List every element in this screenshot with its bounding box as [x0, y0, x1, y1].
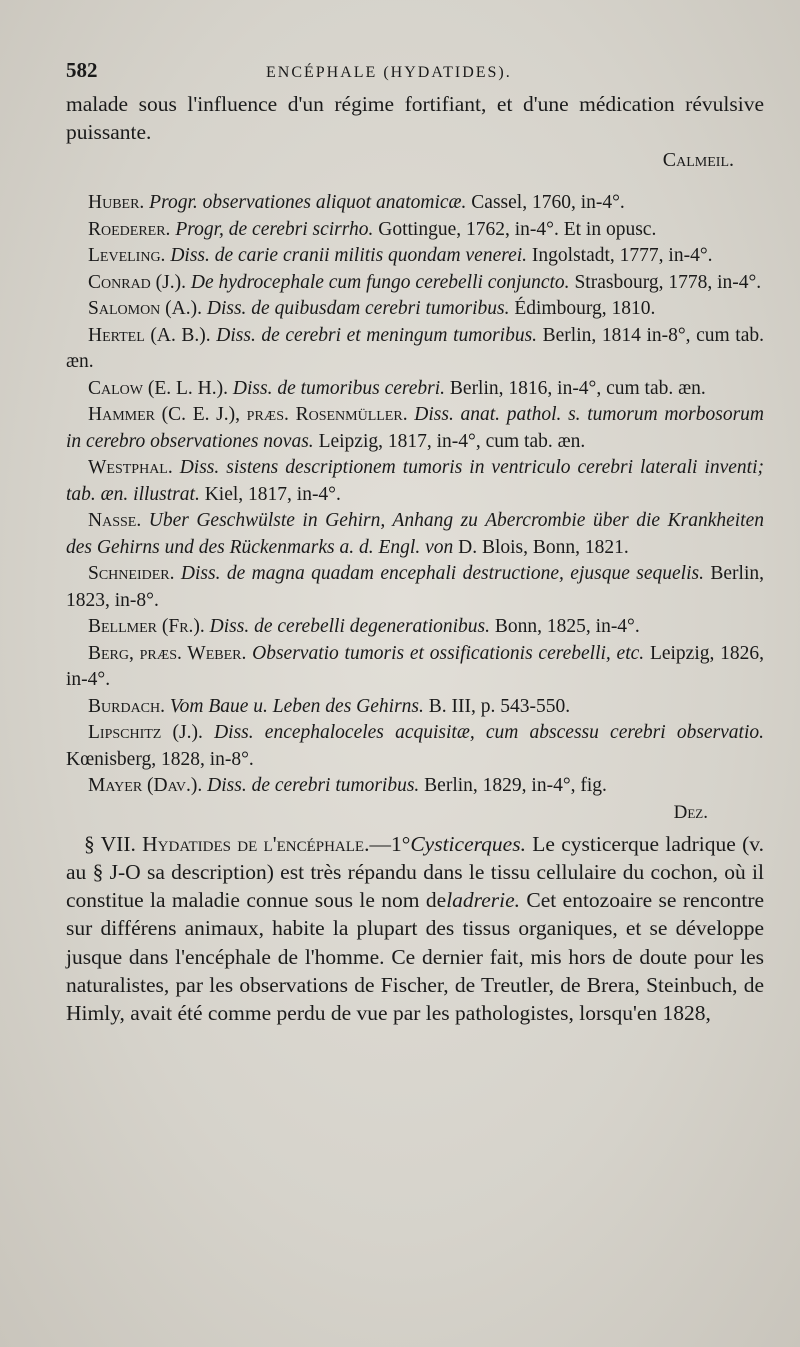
- bibliography-entry: Roederer. Progr, de cerebri scirrho. Gottingue, 1762, in-4°. Et in opusc.: [88, 218, 657, 240]
- bibliography-entry: Westphal. Diss. sistens descriptionem tumoris in ventriculo cerebri laterali inventi; tab. æn. illustrat. Kiel, 1817, in-4°.: [66, 457, 764, 505]
- section-dash: —1°: [369, 831, 411, 856]
- section-paragraph: [66, 830, 764, 1028]
- running-head: [66, 58, 764, 90]
- bibliography-entry: Huber. Progr. observationes aliquot anatomicæ. Cassel, 1760, in-4°.: [88, 192, 625, 213]
- bibliography-entry: Bellmer (Fr.). Diss. de cerebelli degenerationibus. Bonn, 1825, in-4°.: [88, 616, 640, 637]
- bibliography-entry: Conrad (J.). De hydrocephale cum fungo cerebelli conjuncto. Strasbourg, 1778, in-4°.: [88, 271, 762, 293]
- bibliography-entry: Mayer (Dav.). Diss. de cerebri tumoribus. Berlin, 1829, in-4°, fig.: [88, 775, 607, 796]
- bibliography-entry: Calow (E. L. H.). Diss. de tumoribus cerebri. Berlin, 1816, in-4°, cum tab. æn.: [88, 377, 706, 399]
- running-title: ENCÉPHALE (HYDATIDES).: [266, 64, 512, 81]
- bibliography-list: [66, 190, 764, 800]
- section-subheading: Cysticerques.: [410, 831, 526, 856]
- bibliography-entry: Burdach. Vom Baue u. Leben des Gehirns. B. III, p. 543-550.: [88, 695, 571, 717]
- bibliography-entry: Berg, præs. Weber. Observatio tumoris et ossificationis cerebelli, etc. Leipzig, 1826, in-4°.: [66, 642, 765, 690]
- bibliography-entry: Schneider. Diss. de magna quadam encephali destructione, ejusque sequelis. Berlin, 1823, in-8°.: [66, 563, 764, 611]
- section-vii: [66, 830, 764, 1028]
- section-heading: § VII. Hydatides de l'encéphale.: [84, 831, 370, 856]
- bibliography-entry: Salomon (A.). Diss. de quibusdam cerebri tumoribus. Édimbourg, 1810.: [88, 298, 656, 319]
- bibliography-entry: Leveling. Diss. de carie cranii militis quondam venerei. Ingolstadt, 1777, in-4°.: [88, 245, 713, 266]
- lead-text: malade sous l'influence d'un régime fortifiant, et d'une médication révulsive puissante.: [66, 92, 764, 144]
- page-number: 582: [66, 58, 98, 82]
- ladrerie-term: ladrerie.: [446, 888, 521, 913]
- bibliography-entry: Hammer (C. E. J.), præs. Rosenmüller. Diss. anat. pathol. s. tumorum morbosorum in cerebro observationes novas. Leipzig, 1817, in-4°, cum tab. æn.: [66, 404, 765, 452]
- author-signature: Calmeil.: [662, 149, 734, 171]
- bibliography-entry: Lipschitz (J.). Diss. encephaloceles acquisitæ, cum abscessu cerebri observatio. Kœnisberg, 1828, in-8°.: [66, 722, 765, 770]
- section-text-b: Cet entozoaire se rencontre sur différens animaux, habite la plupart des tissus organiques, et se développe jusque dans l'encéphale de l'homme. Ce dernier fait, mis hors de doute pour les naturalistes, par les observations de Fischer, de Treutler, de Brera, Steinbuch, de Himly, avait été comme perdu de vue par les pathologistes, lorsqu'en 1828,: [66, 888, 765, 1026]
- lead-paragraph: [66, 90, 764, 174]
- bibliography-signature: Dez.: [673, 801, 708, 823]
- section-text-a: Le cysticerque ladrique (v. au § J-O sa description) est très répandu dans le tissu cellulaire du cochon, où il constitue la maladie connue sous le nom de: [66, 831, 764, 913]
- bibliography-entry: Nasse. Uber Geschwülste in Gehirn, Anhang zu Abercrombie über die Krankheiten des Gehirns und des Rückenmarks a. d. Engl. von D. Blois, Bonn, 1821.: [66, 510, 765, 558]
- bibliography-entry: Hertel (A. B.). Diss. de cerebri et meningum tumoribus. Berlin, 1814 in-8°, cum tab. æn.: [66, 324, 764, 372]
